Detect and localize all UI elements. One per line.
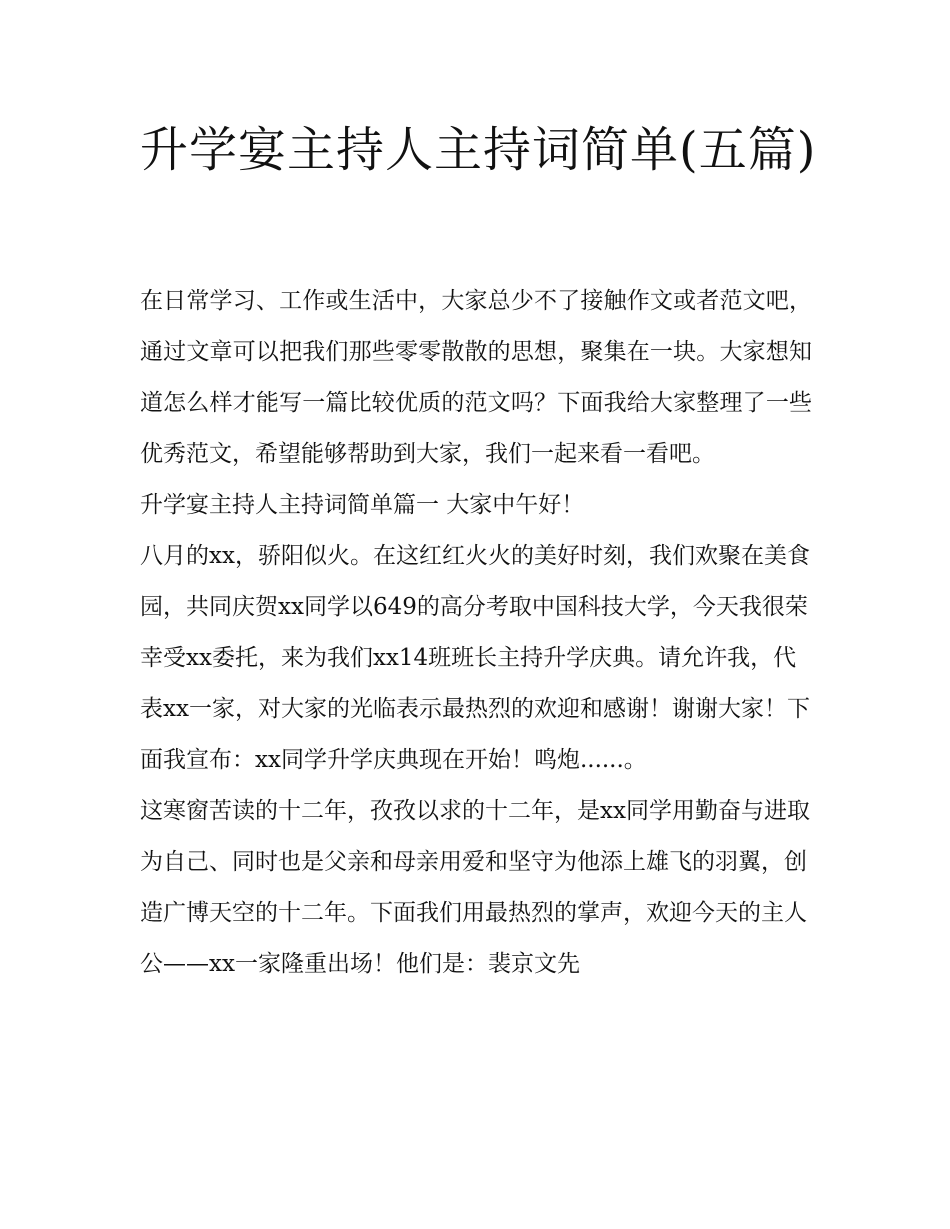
document-title: 升学宴主持人主持词简单(五篇) bbox=[140, 122, 817, 178]
section-heading-paragraph: 升学宴主持人主持词简单篇一 大家中午好！ bbox=[140, 492, 585, 518]
welcome-paragraph: 这寒窗苦读的十二年，孜孜以求的十二年，是xx同学用勤奋与进取为自己、同时也是父亲和母亲用爱和坚守为他添上雄飞的羽翼，创造广博天空的十二年。下面我们用最热烈的掌声，欢迎今天的主人公——xx一家隆重出场！他们是：裴京文先 bbox=[140, 798, 810, 977]
intro-paragraph: 在日常学习、工作或生活中，大家总少不了接触作文或者范文吧，通过文章可以把我们那些零零散散的思想，聚集在一块。大家想知道怎么样才能写一篇比较优质的范文吗？下面我给大家整理了一些优秀范文，希望能够帮助到大家，我们一起来看一看吧。 bbox=[140, 288, 812, 467]
opening-paragraph: 八月的xx，骄阳似火。在这红红火火的美好时刻，我们欢聚在美食园，共同庆贺xx同学以649的高分考取中国科技大学，今天我很荣幸受xx委托，来为我们xx14班班长主持升学庆典。请允许我，代表xx一家，对大家的光临表示最热烈的欢迎和感谢！谢谢大家！下面我宣布：xx同学升学庆典现在开始！鸣炮......。 bbox=[140, 543, 810, 773]
document-body bbox=[140, 276, 812, 990]
